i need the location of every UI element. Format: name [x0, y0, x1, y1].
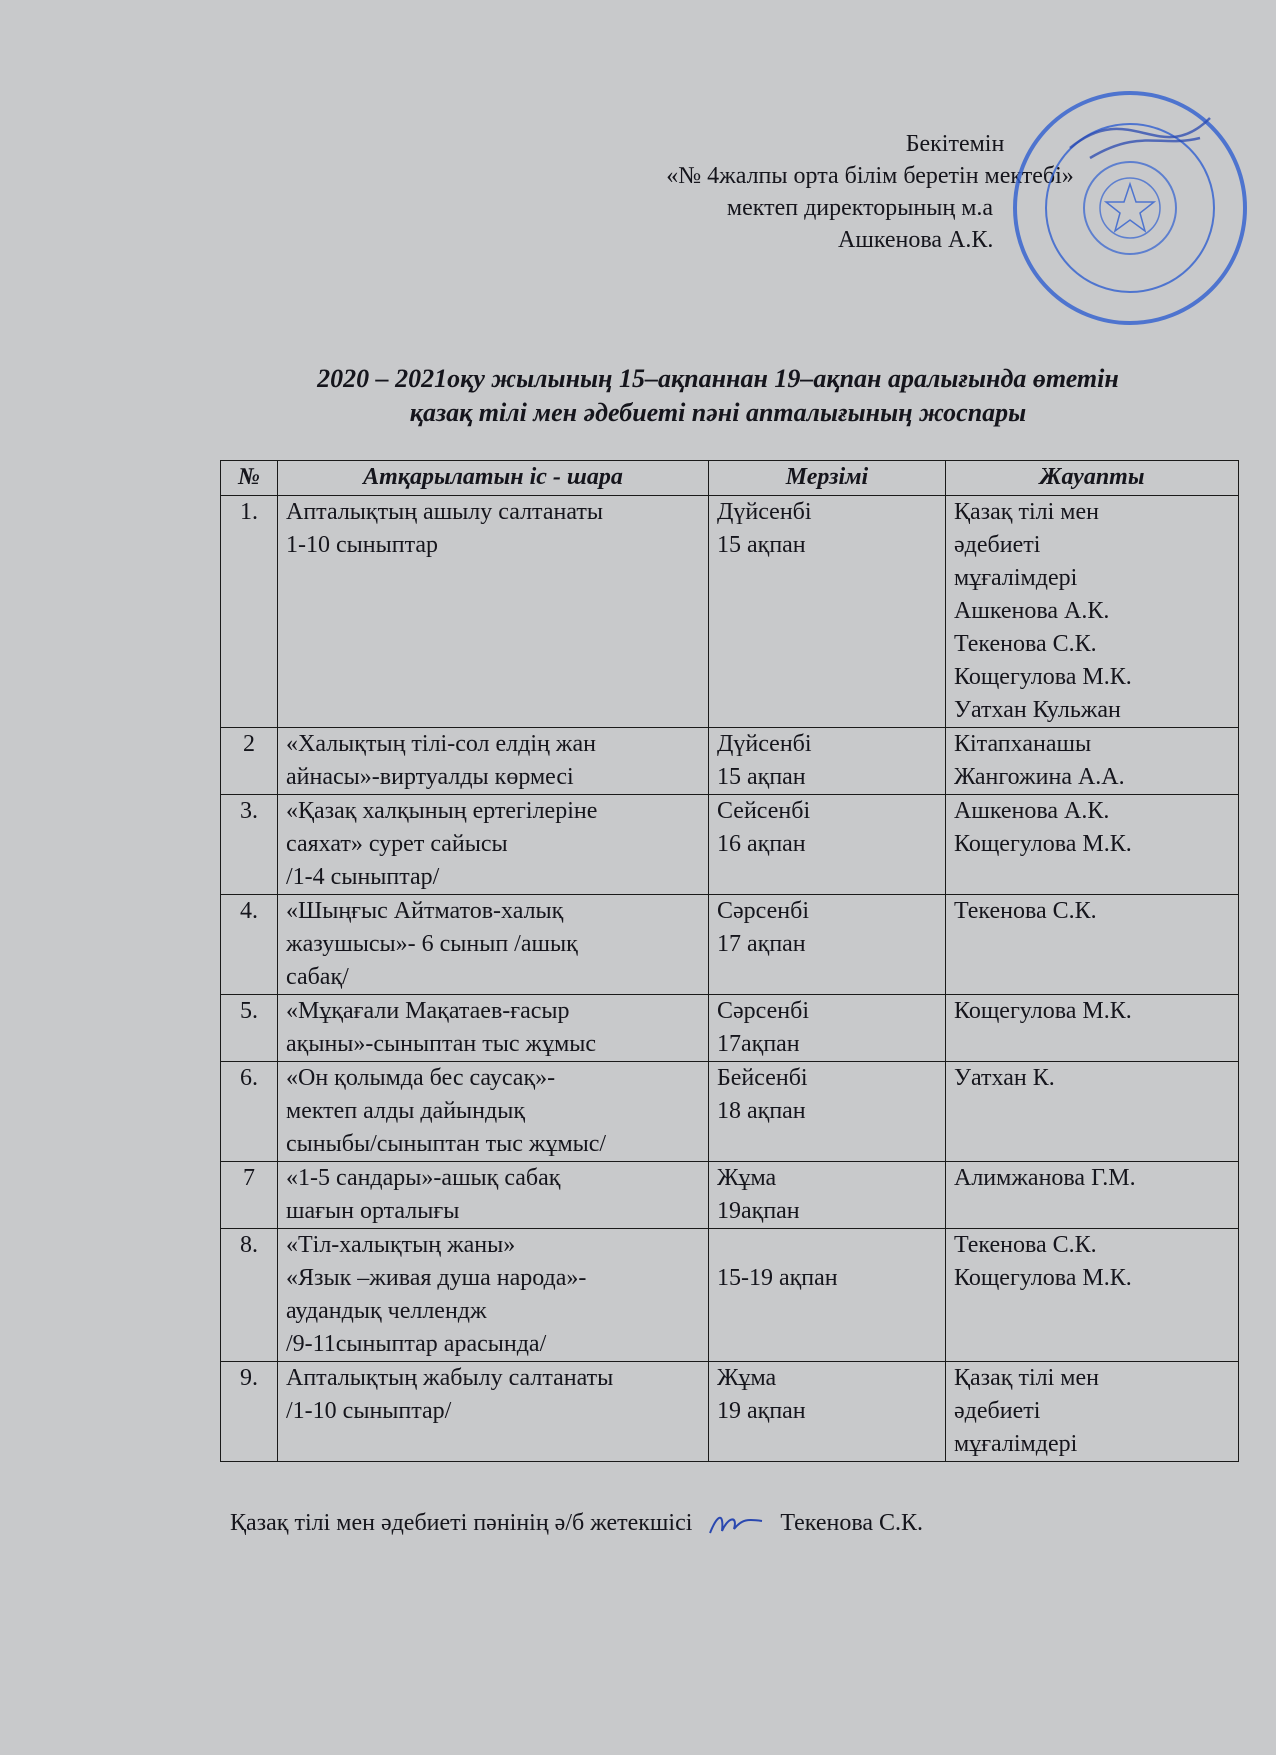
header-date: Мерзімі	[709, 461, 946, 496]
table-row	[221, 795, 1239, 895]
table-row	[221, 728, 1239, 795]
schedule-table	[220, 460, 1239, 1462]
row-number: 8.	[221, 1229, 278, 1362]
row-date: Сәрсенбі 17 ақпан	[709, 895, 946, 995]
row-number: 2	[221, 728, 278, 795]
row-event: Апталықтың ашылу салтанаты 1-10 сыныптар	[278, 496, 709, 728]
header-number: №	[221, 461, 278, 496]
approval-line-1: Бекітемін	[905, 131, 1005, 157]
row-number: 1.	[221, 496, 278, 728]
row-responsible: Қазақ тілі мен әдебиеті мұғалімдері Ашкенова А.К. Текенова С.К. Кощегулова М.К. Уатхан Кульжан	[946, 496, 1239, 728]
row-event: «Қазақ халқының ертегілеріне саяхат» сурет сайысы /1-4 сыныптар/	[278, 795, 709, 895]
row-responsible: Ашкенова А.К. Кощегулова М.К.	[946, 795, 1239, 895]
row-number: 5.	[221, 995, 278, 1062]
table-row	[221, 895, 1239, 995]
row-number: 6.	[221, 1062, 278, 1162]
row-responsible: Текенова С.К. Кощегулова М.К.	[946, 1229, 1239, 1362]
row-event: «1-5 сандары»-ашық сабақ шағын орталығы	[278, 1162, 709, 1229]
row-date: Сейсенбі 16 ақпан	[709, 795, 946, 895]
handwritten-signature	[704, 1509, 768, 1539]
row-event: «Он қолымда бес саусақ»- мектеп алды дайындық сыныбы/сыныптан тыс жұмыс/	[278, 1062, 709, 1162]
row-event: Апталықтың жабылу салтанаты /1-10 сыныптар/	[278, 1362, 709, 1462]
row-responsible: Уатхан К.	[946, 1062, 1239, 1162]
footer-role: Қазақ тілі мен әдебиеті пәнінің ә/б жетекшісі	[230, 1510, 693, 1536]
row-date: Жұма 19ақпан	[709, 1162, 946, 1229]
title-line-2: қазақ тілі мен әдебиеті пәні апталығының жоспары	[409, 398, 1027, 427]
row-date: Дүйсенбі 15 ақпан	[709, 728, 946, 795]
header-event: Атқарылатын іс - шара	[278, 461, 709, 496]
row-date: 15-19 ақпан	[709, 1229, 946, 1362]
approval-line-3: мектеп директорының м.а	[726, 195, 994, 221]
approval-line-2: «№ 4жалпы орта білім беретін мектебі»	[666, 163, 1074, 189]
row-responsible: Қазақ тілі мен әдебиеті мұғалімдері	[946, 1362, 1239, 1462]
row-number: 7	[221, 1162, 278, 1229]
title-line-1: 2020 – 2021оқу жылының 15–ақпаннан 19–ақпан аралығында өтетін	[317, 364, 1119, 393]
row-date: Дүйсенбі 15 ақпан	[709, 496, 946, 728]
row-number: 4.	[221, 895, 278, 995]
row-responsible: Текенова С.К.	[946, 895, 1239, 995]
row-event: «Мұқағали Мақатаев-ғасыр ақыны»-сыныптан тыс жұмыс	[278, 995, 709, 1062]
row-event: «Шыңғыс Айтматов-халық жазушысы»- 6 сынып /ашық сабақ/	[278, 895, 709, 995]
table-row	[221, 1162, 1239, 1229]
document-title	[200, 362, 1236, 430]
footer-name: Текенова С.К.	[780, 1510, 924, 1536]
row-responsible: Кітапханашы Жангожина А.А.	[946, 728, 1239, 795]
table-row	[221, 995, 1239, 1062]
table-row	[221, 1062, 1239, 1162]
header-responsible: Жауапты	[946, 461, 1239, 496]
row-event: «Халықтың тілі-сол елдің жан айнасы»-виртуалды көрмесі	[278, 728, 709, 795]
approval-line-4: Ашкенова А.К.	[838, 227, 994, 253]
row-date: Бейсенбі 18 ақпан	[709, 1062, 946, 1162]
table-row	[221, 496, 1239, 728]
school-seal-stamp	[1010, 88, 1250, 328]
row-responsible: Кощегулова М.К.	[946, 995, 1239, 1062]
table-header-row	[221, 461, 1239, 496]
row-number: 3.	[221, 795, 278, 895]
row-date: Сәрсенбі 17ақпан	[709, 995, 946, 1062]
row-number: 9.	[221, 1362, 278, 1462]
row-date: Жұма 19 ақпан	[709, 1362, 946, 1462]
table-row	[221, 1362, 1239, 1462]
table-row	[221, 1229, 1239, 1362]
footer-signature-line	[230, 1506, 923, 1540]
row-event: «Тіл-халықтың жаны» «Язык –живая душа народа»- аудандық челлендж /9-11сыныптар арасында/	[278, 1229, 709, 1362]
row-responsible: Алимжанова Г.М.	[946, 1162, 1239, 1229]
